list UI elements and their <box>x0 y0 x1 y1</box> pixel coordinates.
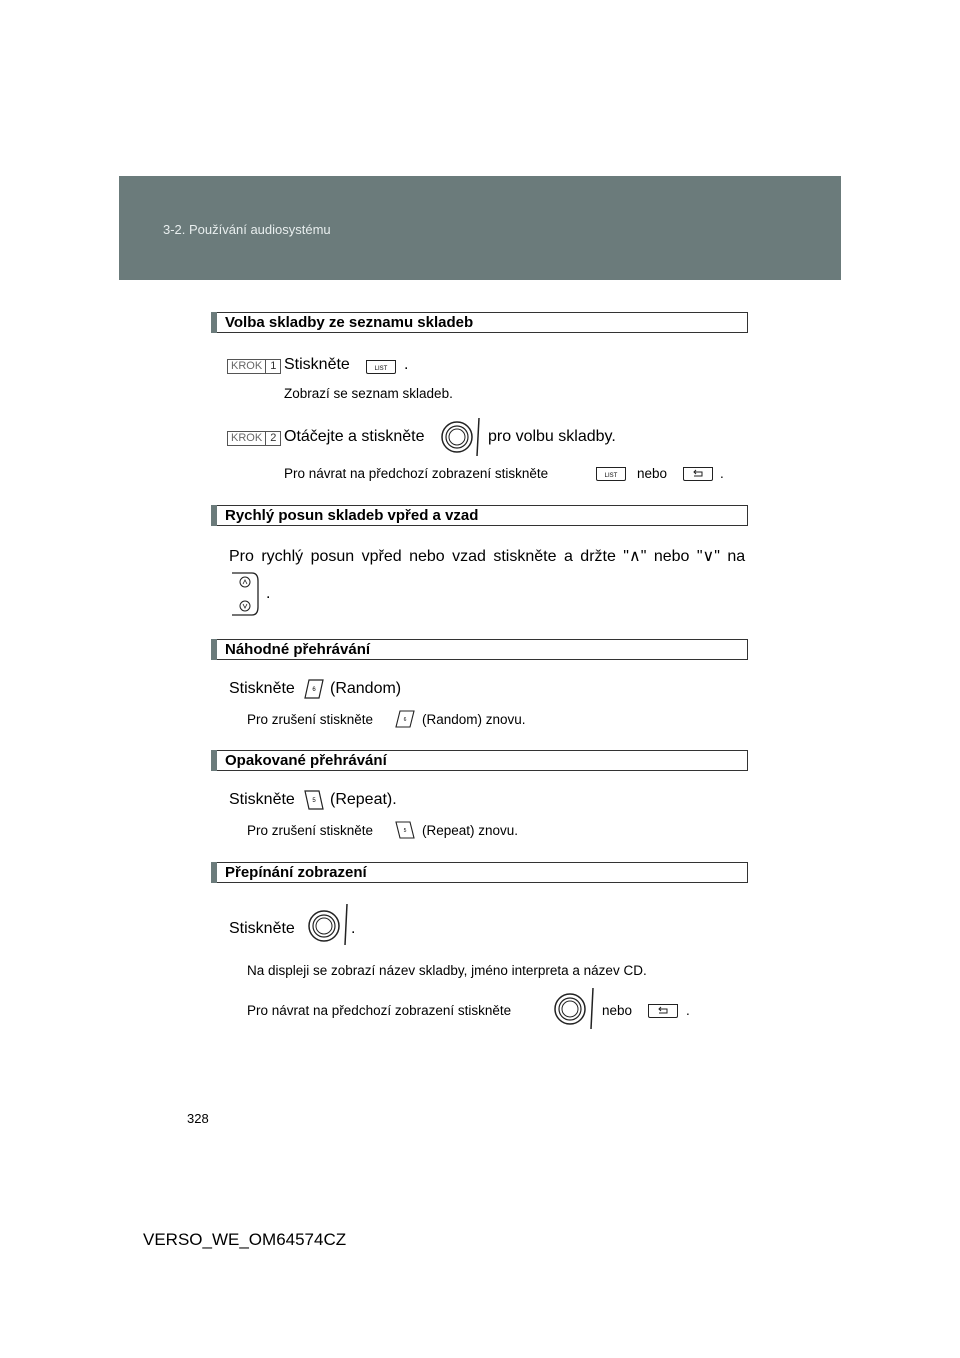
page-number: 328 <box>187 1111 209 1126</box>
step-1-text: Stiskněte <box>284 356 350 373</box>
svg-text:5: 5 <box>403 828 407 834</box>
repeat-button-icon <box>395 821 415 839</box>
section-title: Opakované přehrávání <box>225 752 387 769</box>
section-title: Rychlý posun skladeb vpřed a vzad <box>225 507 479 524</box>
tune-knob-icon <box>553 986 597 1030</box>
step-2-badge: KROK 2 <box>227 431 281 446</box>
step-2-text-pre: Otáčejte a stiskněte <box>284 428 425 445</box>
section-header-fast-seek <box>211 505 748 526</box>
tune-knob-icon <box>440 416 484 458</box>
svg-text:LIST: LIST <box>604 473 618 479</box>
svg-text:6: 6 <box>312 687 316 693</box>
repeat-button-icon <box>303 790 325 810</box>
step-2-text-post: pro volbu skladby. <box>488 428 616 445</box>
tune-knob-icon <box>307 902 351 946</box>
section-title: Volba skladby ze seznamu skladeb <box>225 314 474 331</box>
random-button-icon <box>395 710 415 728</box>
header-band <box>119 176 841 280</box>
section-title: Přepínání zobrazení <box>225 864 367 881</box>
section-header-random <box>211 639 748 660</box>
seek-instruction: Pro rychlý posun vpřed nebo vzad stiskněte a držte "∧" nebo "∨" na <box>229 548 746 565</box>
svg-text:LIST: LIST <box>374 366 388 372</box>
seek-rocker-icon <box>228 571 262 617</box>
svg-text:6: 6 <box>403 717 407 723</box>
section-header-track-list <box>211 312 748 333</box>
section-header-display <box>211 862 748 883</box>
list-button-icon <box>366 360 396 374</box>
back-button-icon <box>648 1004 678 1018</box>
section-header-repeat <box>211 750 748 771</box>
random-button-icon <box>303 679 325 699</box>
back-button-icon <box>683 467 713 481</box>
section-title: Náhodné přehrávání <box>225 641 371 658</box>
step-1-note: Zobrazí se seznam skladeb. <box>284 386 453 401</box>
breadcrumb: 3-2. Používání audiosystému <box>163 222 331 237</box>
svg-text:5: 5 <box>312 798 316 804</box>
list-button-icon <box>596 467 626 481</box>
step-1-badge: KROK 1 <box>227 359 281 374</box>
document-code: VERSO_WE_OM64574CZ <box>143 1230 347 1249</box>
